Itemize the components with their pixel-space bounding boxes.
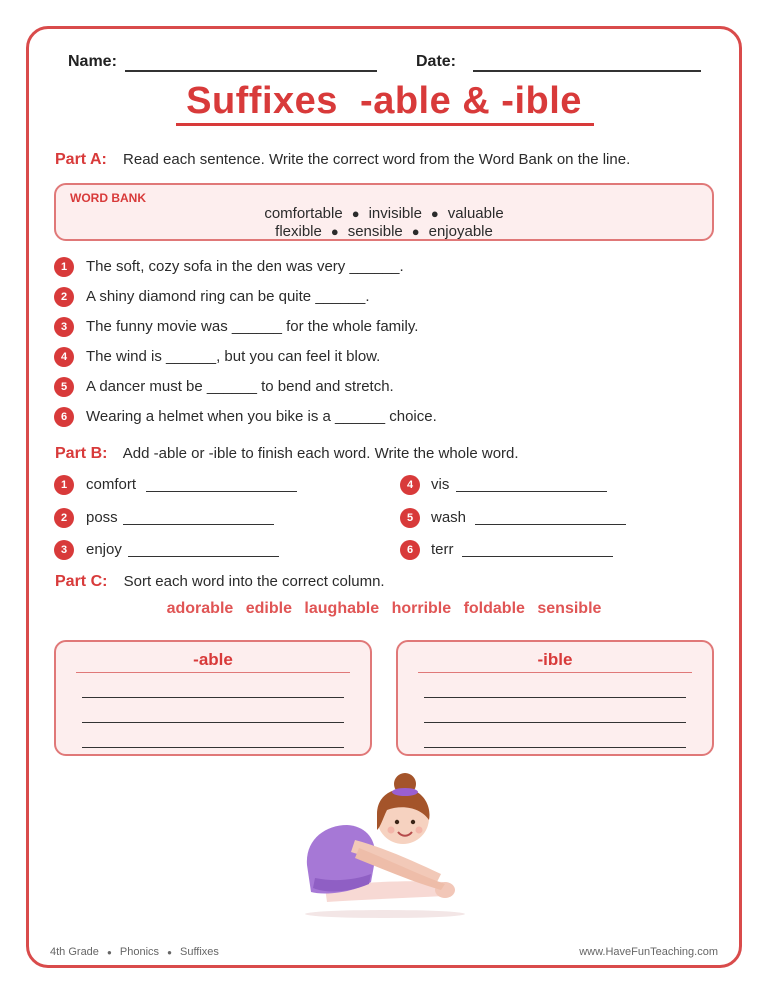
worksheet-title: Suffixes -able & -ible [186,80,582,122]
root-word: enjoy [86,541,122,558]
part-a-header [55,151,630,169]
question-number: 6 [400,540,420,560]
sort-word: horrible [391,600,452,617]
title-underline [176,123,594,126]
sort-word: laughable [304,600,380,617]
word-bank-word: flexible [275,223,322,240]
part-c-header [55,573,385,591]
word-bank-row-2 [56,223,712,240]
part-a-label: Part A: [55,151,107,168]
answer-line[interactable] [475,524,626,525]
bullet-icon: ● [351,206,360,221]
heading-divider [76,672,350,673]
answer-line[interactable] [424,747,686,748]
question-number: 4 [54,347,74,367]
answer-line[interactable] [424,722,686,723]
answer-line[interactable] [82,722,344,723]
breadcrumb-item: 4th Grade [50,946,99,958]
answer-line[interactable] [424,697,686,698]
bullet-icon: ● [167,948,172,957]
question-number: 1 [54,475,74,495]
part-c-label: Part C: [55,573,108,590]
answer-line[interactable] [123,524,274,525]
answer-line[interactable] [456,491,607,492]
name-field[interactable] [125,70,377,72]
scrunchie [392,788,418,796]
question-number: 6 [54,407,74,427]
answer-line[interactable] [146,491,297,492]
date-field[interactable] [473,70,701,72]
word-bank-row-1 [56,205,712,222]
sentence-6[interactable]: Wearing a helmet when you bike is a ______ choice. [86,408,437,425]
part-b-header [55,445,519,463]
part-c-instruction: Sort each word into the correct column. [123,573,385,590]
cheek [388,827,395,834]
able-column-heading: -able [193,650,233,669]
sentence-1[interactable]: The soft, cozy sofa in the den was very ______. [86,258,404,275]
root-word: wash [431,509,467,526]
eye [395,820,399,824]
sentence-3[interactable]: The funny movie was ______ for the whole family. [86,318,419,335]
word-bank-word: enjoyable [428,223,493,240]
root-word: comfort [86,476,137,493]
breadcrumb-item: Suffixes [180,946,219,958]
floor-shadow [305,910,465,918]
stretching-girl-illustration [285,770,485,920]
sort-word: edible [245,600,292,617]
root-word: terr [431,541,454,558]
root-word: poss [86,509,118,526]
answer-line[interactable] [462,556,613,557]
part-b-instruction: Add -able or -ible to finish each word. Write the whole word. [122,445,519,462]
bullet-icon: ● [430,206,439,221]
sentence-5[interactable]: A dancer must be ______ to bend and stretch. [86,378,394,395]
sort-word-list [0,600,768,618]
footer-site[interactable]: www.HaveFunTeaching.com [579,946,718,958]
word-bank-word: valuable [447,205,504,222]
question-number: 2 [54,508,74,528]
root-word: vis [431,476,450,493]
ible-column-heading: -ible [537,650,573,669]
question-number: 2 [54,287,74,307]
bullet-icon: ● [106,948,112,957]
footer-breadcrumb [50,946,219,958]
sort-word: foldable [463,600,525,617]
question-number: 3 [54,540,74,560]
sort-word: sensible [537,600,602,617]
bullet-icon: ● [330,224,339,239]
answer-line[interactable] [82,697,344,698]
name-label: Name: [68,53,117,70]
heading-divider [418,672,692,673]
part-a-instruction: Read each sentence. Write the correct word from the Word Bank on the line. [123,151,631,168]
sentence-4[interactable]: The wind is ______, but you can feel it blow. [86,348,381,365]
word-bank-title: WORD BANK [70,191,146,205]
answer-line[interactable] [82,747,344,748]
question-number: 5 [400,508,420,528]
bullet-icon: ● [411,224,420,239]
cheek [416,827,423,834]
sort-word: adorable [166,600,234,617]
eye [411,820,415,824]
question-number: 5 [54,377,74,397]
breadcrumb-item: Phonics [119,946,160,958]
date-label: Date: [416,53,457,70]
question-number: 4 [400,475,420,495]
ible-column [396,640,714,756]
question-number: 1 [54,257,74,277]
question-number: 3 [54,317,74,337]
word-bank-word: comfortable [264,205,343,222]
able-column [54,640,372,756]
word-bank [54,183,714,241]
word-bank-word: invisible [368,205,422,222]
word-bank-word: sensible [347,223,403,240]
part-b-label: Part B: [55,445,108,462]
sentence-2[interactable]: A shiny diamond ring can be quite ______. [86,288,370,305]
answer-line[interactable] [128,556,279,557]
